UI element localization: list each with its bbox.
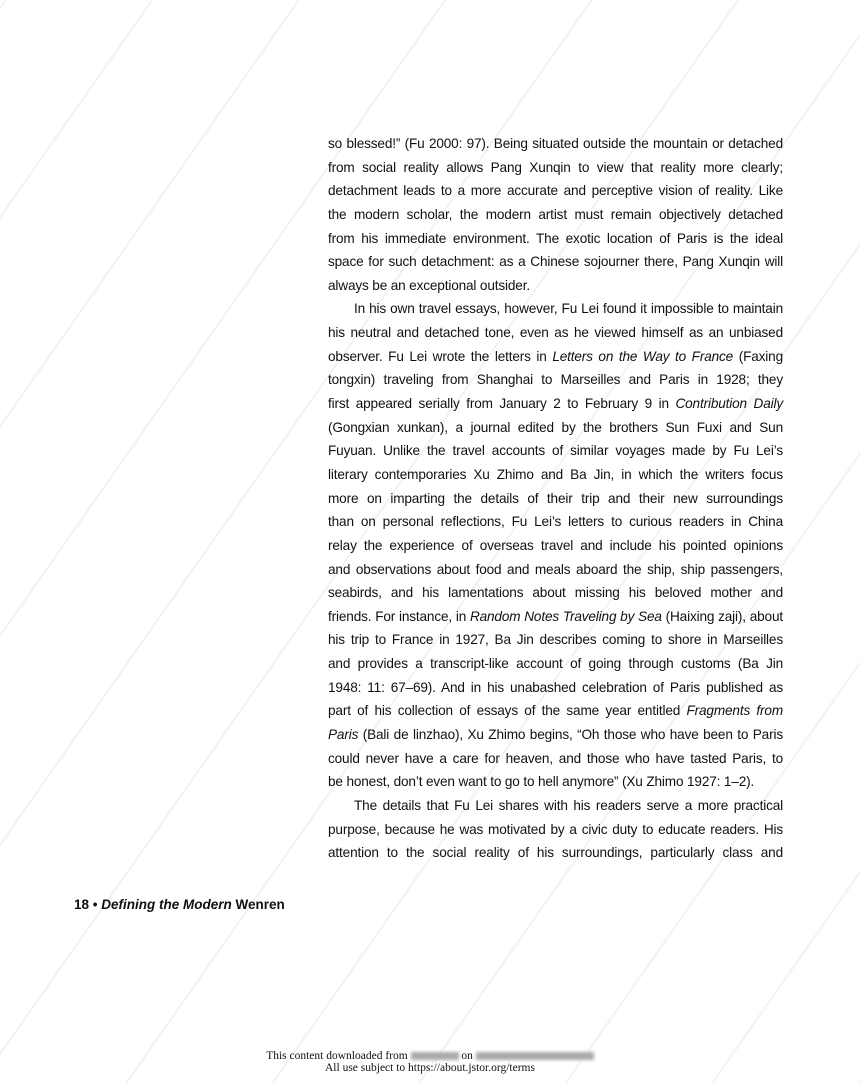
text-line [328,439,783,463]
text-line [328,581,783,605]
text-line [328,250,783,274]
text-run: more on imparting the details of their trip and their new surroundings [328,490,783,506]
jstor-download-line: This content downloaded from on [0,1050,860,1062]
body-text [328,132,783,865]
text-run: (Haixing zaji), about [661,608,783,624]
text-run: the modern scholar, the modern artist must remain objectively detached [328,206,783,222]
text-line [328,699,783,723]
text-run: from social reality allows Pang Xunqin to view that reality more clearly; [328,159,783,175]
text-line [328,368,783,392]
text-run: friends. For instance, in [328,608,470,624]
text-line [328,723,783,747]
text-line [328,297,783,321]
text-line [328,652,783,676]
redacted-ip [411,1052,459,1060]
text-run: (Bali de linzhao), Xu Zhimo begins, “Oh those who have been to Paris [358,727,783,743]
text-run: than on personal reflections, Fu Lei’s letters to curious readers in China [328,514,783,530]
text-line [328,345,783,369]
text-run: relay the experience of overseas travel and include his pointed opinions [328,537,783,553]
text-line [328,534,783,558]
text-line [328,794,783,818]
jstor-notice [0,1050,860,1074]
text-line [328,179,783,203]
book-title-roman: Wenren [231,897,285,912]
text-line [328,841,783,865]
text-line [328,274,783,298]
text-run: seabirds, and his lamentations about missing his beloved mother and [328,585,783,601]
text-line [328,558,783,582]
jstor-terms-line: All use subject to https://about.jstor.org/terms [325,1062,535,1074]
text-run: literary contemporaries Xu Zhimo and Ba Jin, in which the writers focus [328,466,783,482]
text-line [328,463,783,487]
text-run: 1948: 11: 67–69). And in his unabashed celebration of Paris published as [328,679,783,695]
text-run: (Gongxian xunkan), a journal edited by the brothers Sun Fuxi and Sun [328,419,783,435]
text-run: his trip to France in 1927, Ba Jin describes coming to shore in Marseilles [328,632,783,648]
redacted-timestamp [476,1052,594,1060]
text-run: Fuyuan. Unlike the travel accounts of similar voyages made by Fu Lei’s [328,443,783,459]
text-run: detachment leads to a more accurate and perceptive vision of reality. Like [328,183,783,199]
text-line [328,510,783,534]
text-run: and provides a transcript-like account of going through customs (Ba Jin [328,656,783,672]
text-run: The details that Fu Lei shares with his readers serve a more practical [354,797,783,813]
text-line [328,392,783,416]
book-title-italic: Defining the Modern [101,897,232,912]
italic-title: Fragments from [686,703,783,719]
text-run: be honest, don’t even want to go to hell anymore” (Xu Zhimo 1927: 1–2). [328,774,755,790]
text-line [328,487,783,511]
italic-title: Contribution Daily [675,396,784,412]
text-run: attention to the social reality of his surroundings, particularly class and [328,845,783,861]
text-line [328,605,783,629]
text-line [328,321,783,345]
text-line [328,747,783,771]
text-line [328,203,783,227]
text-line [328,416,783,440]
running-footer [74,897,285,912]
italic-title: Random Notes Traveling by Sea [469,608,662,624]
text-run: tongxin) traveling from Shanghai to Marseilles and Paris in 1928; they [328,372,783,388]
text-run: In his own travel essays, however, Fu Lei found it impossible to maintain [354,301,783,317]
text-run: and observations about food and meals aboard the ship, ship passengers, [328,561,783,577]
footer-bullet: • [89,897,102,912]
text-run: purpose, because he was motivated by a civic duty to educate readers. His [328,821,783,837]
text-line [328,628,783,652]
text-run: from his immediate environment. The exotic location of Paris is the ideal [328,230,783,246]
text-line [328,676,783,700]
text-line [328,227,783,251]
text-run: always be an exceptional outsider. [328,277,530,293]
text-run: could never have a care for heaven, and those who have tasted Paris, to [328,750,783,766]
text-run: space for such detachment: as a Chinese sojourner there, Pang Xunqin will [328,254,783,270]
italic-title: Paris [328,727,359,743]
text-run: his neutral and detached tone, even as he viewed himself as an unbiased [328,325,783,341]
text-line [328,770,783,794]
text-run: so blessed!” (Fu 2000: 97). Being situated outside the mountain or detached [328,136,783,151]
text-run: observer. Fu Lei wrote the letters in [328,348,553,364]
italic-title: Letters on the Way to France [552,348,734,364]
text-run: (Faxing [733,348,783,364]
text-line [328,818,783,842]
text-line [328,156,783,180]
page-number: 18 [74,897,90,912]
text-line [328,132,783,156]
text-run: part of his collection of essays of the same year entitled [328,703,687,719]
text-run: first appeared serially from January 2 to February 9 in [328,396,676,412]
